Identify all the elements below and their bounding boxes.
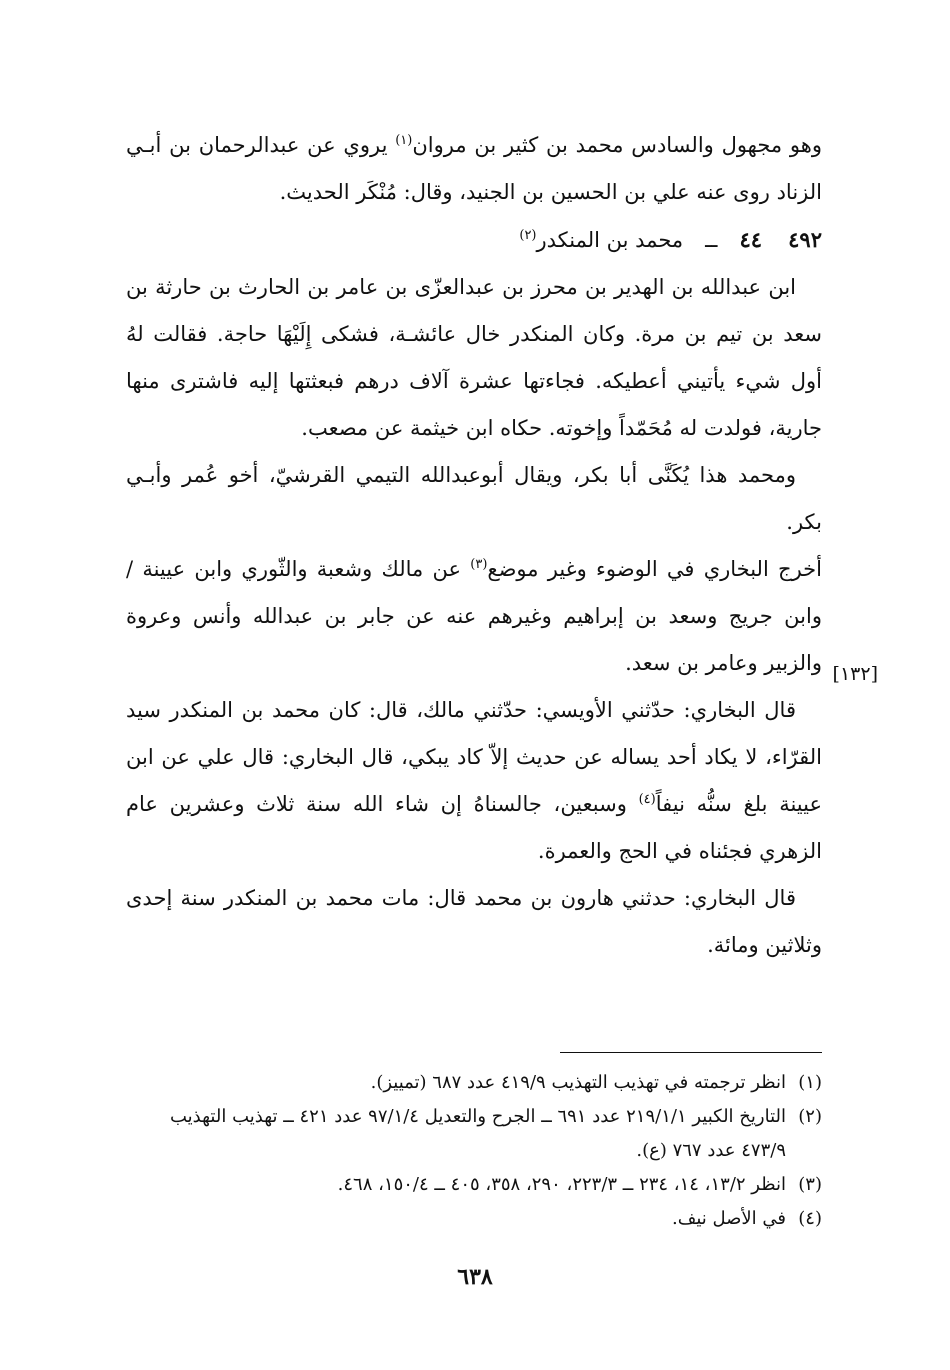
footnote-3 <box>126 1168 822 1202</box>
footnotes <box>126 1066 822 1236</box>
footnote-text: انظر ترجمته في تهذيب التهذيب ٤١٩/٩ عدد ٦٨٧ (تمييز). <box>370 1072 786 1093</box>
page-number: ٦٣٨ <box>457 1264 493 1290</box>
footnote-ref-4[interactable]: (٤) <box>638 792 656 807</box>
intro-text: وهو مجهول والسادس محمد بن كثير بن مروان <box>412 133 822 157</box>
entry-title <box>519 217 683 264</box>
entry-number: ٤٩٢ <box>788 227 822 252</box>
footnote-marker: (٣) <box>798 1174 822 1195</box>
footnote-marker: (٢) <box>798 1106 822 1127</box>
footnote-2 <box>126 1100 822 1168</box>
footnote-text: في الأصل نيف. <box>671 1208 786 1229</box>
paragraph-bukhari-sources <box>126 546 822 687</box>
footnote-ref-3[interactable]: (٣) <box>470 557 488 572</box>
para3-after: عن مالك وشعبة والثّوري وابن عيينة / وابن جريج وسعد بن إبراهيم وغيرهم عنه عن جابر بن عبدالله وأنس وعروة والزبير وعامر بن سعد. <box>126 557 822 675</box>
footnote-1 <box>126 1066 822 1100</box>
entry-title-text: محمد بن المنكدر <box>536 228 684 252</box>
intro-paragraph <box>126 122 822 216</box>
entry-sub-number: ٤٤ <box>739 227 762 252</box>
footnote-ref-2[interactable]: (٢) <box>519 228 537 243</box>
paragraph-bukhari-quote <box>126 687 822 875</box>
paragraph-death-date: قال البخاري: حدثني هارون بن محمد قال: مات محمد بن المنكدر سنة إحدى وثلاثين ومائة. <box>126 886 822 957</box>
entry-heading <box>126 216 822 264</box>
para4-after: وسبعين، جالسناهُ إن شاء الله سنة ثلاث وعشرين عام الزهري فجئناه في الحج والعمرة. <box>126 792 822 863</box>
para4-before: قال البخاري: حدّثني الأويسي: حدّثني مالك، قال: كان محمد بن المنكدر سيد القرّاء، لا يكاد أحد يساله عن حديث إلاّ كاد يبكي، قال البخاري: قال علي عن ابن عيينة بلغ سنُّه نيفاً <box>126 698 822 816</box>
paragraph-lineage: ابن عبدالله بن الهدير بن محرز بن عبدالعزّى بن عامر بن الحارث بن حارثة بن سعد بن تيم بن مرة. وكان المنكدر خال عائشـة، فشكى إِلَيْهَا حاجة. فقالت لهُ أول شيء يأتيني أعطيكه. فجاءتها عشرة آلاف درهم فبعثتها إليه فاشترى منها جارية، فولدت له مُحَمّداً وإخوته. حكاه ابن خيثمة عن مصعب. <box>126 275 822 440</box>
para3-before: أخرج البخاري في الوضوء وغير موضع <box>487 557 822 581</box>
entry-dash: ــ <box>705 228 718 252</box>
footnote-4 <box>126 1202 822 1236</box>
footnote-marker: (٤) <box>798 1208 822 1229</box>
manuscript-page-marker: [١٣٢] <box>832 663 878 685</box>
footnote-text: انظر ١٣/٢، ١٤، ٢٣٤ ــ ٢٢٣/٣، ٢٩٠، ٣٥٨، ٤٠٥ ــ ١٥٠/٤، ٤٦٨. <box>337 1174 786 1195</box>
footnote-text: التاريخ الكبير ٢١٩/١/١ عدد ٦٩١ ــ الجرح والتعديل ٩٧/١/٤ عدد ٤٢١ ــ تهذيب التهذيب ٤٧٣/٩ عدد ٧٦٧ (ع). <box>170 1106 786 1161</box>
paragraph-kunya: ومحمد هذا يُكَنَّى أبا بكر، ويقال أبوعبدالله التيمي القرشيّ، أخو عُمر وأبـي بكر. <box>126 463 822 534</box>
main-text <box>126 122 822 969</box>
footnote-divider <box>560 1052 822 1053</box>
footnote-marker: (١) <box>798 1072 822 1093</box>
intro-text-after: يروي عن عبدالرحمان بن أبـي الزناد روى عنه علي بن الحسين بن الجنيد، وقال: مُنْكَر الحديث. <box>126 133 822 204</box>
footnote-ref-1[interactable]: (١) <box>395 133 413 148</box>
